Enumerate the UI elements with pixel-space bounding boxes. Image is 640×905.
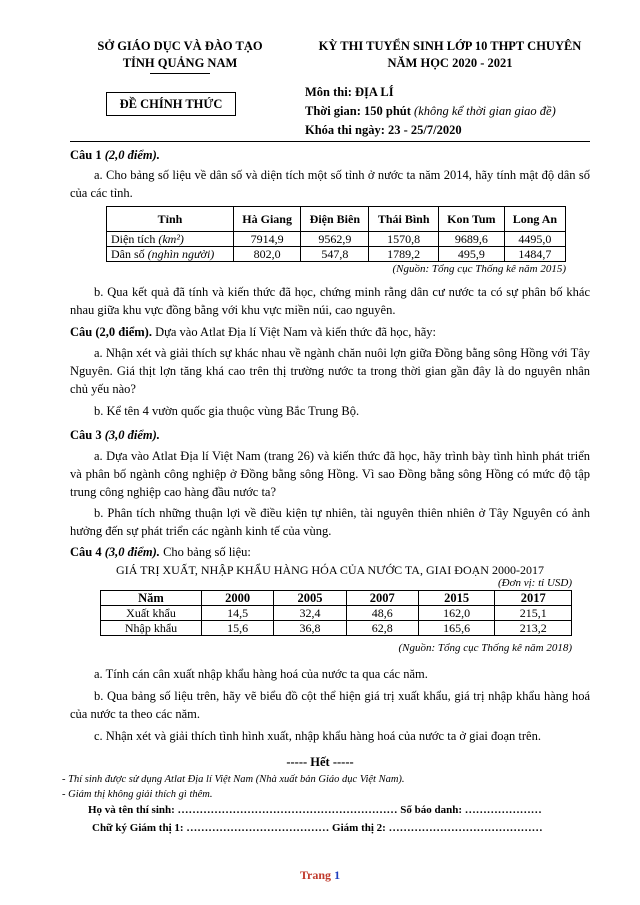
exam-year: NĂM HỌC 2020 - 2021 [387, 56, 513, 70]
table-cell: 1570,8 [369, 232, 439, 247]
official-stamp: ĐỀ CHÍNH THỨC [106, 92, 236, 116]
issuer-department: SỞ GIÁO DỤC VÀ ĐÀO TẠO [97, 39, 263, 53]
exam-subject: Môn thi: ĐỊA LÍ [305, 85, 394, 99]
q4-part-c: c. Nhận xét và giải thích tình hình xuất, nhập khẩu hàng hoá của nước ta ở giai đoạn trên. [94, 729, 541, 743]
trade-source: (Nguồn: Tổng cục Thống kê năm 2018) [398, 642, 572, 654]
table-row [101, 606, 572, 621]
table-cell: 15,6 [202, 621, 274, 636]
table-cell: 802,0 [234, 247, 301, 262]
table-row [107, 232, 566, 247]
table-header-cell: 2017 [495, 591, 572, 606]
issuer-province: TỈNH QUẢNG NAM [122, 56, 238, 70]
table-header-cell: Điện Biên [301, 207, 369, 232]
q4-intro: Cho bảng số liệu: [163, 545, 251, 559]
trade-table-unit: (Đơn vị: tỉ USD) [498, 577, 572, 589]
trade-table-title: GIÁ TRỊ XUẤT, NHẬP KHẨU HÀNG HÓA CỦA NƯỚC TA, GIAI ĐOẠN 2000-2017 [116, 563, 544, 577]
trade-table [100, 590, 572, 636]
q4-part-a: a. Tính cán cân xuất nhập khẩu hàng hoá của nước ta qua các năm. [94, 667, 428, 681]
exam-title-block [300, 38, 600, 72]
q2-intro: Dựa vào Atlat Địa lí Việt Nam và kiến thức đã học, hãy: [155, 325, 436, 339]
issuer-underline [150, 73, 210, 74]
population-source: (Nguồn: Tổng cục Thống kê năm 2015) [392, 263, 566, 275]
table-header-cell: Năm [101, 591, 202, 606]
population-table [106, 206, 566, 262]
header-divider [70, 141, 590, 142]
exam-date: Khóa thi ngày: 23 - 25/7/2020 [305, 123, 462, 137]
q3-heading [70, 426, 590, 444]
table-cell: 162,0 [418, 606, 495, 621]
q4-title: Câu 4 [70, 545, 102, 559]
candidate-info-line: Họ và tên thí sinh: …………………………………………………… Số báo danh: ………………… [88, 804, 542, 816]
q1-part-a: a. Cho bảng số liệu về dân số và diện tích một số tỉnh ở nước ta năm 2014, hãy tính mật độ dân số của các tỉnh. [70, 168, 590, 200]
exam-time-note: (không kể thời gian giao đề) [414, 104, 556, 118]
table-cell: 4495,0 [504, 232, 565, 247]
table-header-cell: Thái Bình [369, 207, 439, 232]
table-cell: 213,2 [495, 621, 572, 636]
q3-title: Câu 3 [70, 428, 102, 442]
page-label: Trang [299, 868, 332, 882]
q2-part-a: a. Nhận xét và giải thích sự khác nhau về ngành chăn nuôi lợn giữa Đồng bằng sông Hồng với Tây Nguyên. Giá thịt lợn tăng khá cao trên thị trường nước ta trong thời gian gần đây là do nguyên nhân chủ yếu nào? [70, 346, 590, 396]
trade-table-header [101, 591, 572, 606]
end-marker: ----- Hết ----- [286, 755, 354, 769]
table-header-cell: 2000 [202, 591, 274, 606]
table-cell: 9562,9 [301, 232, 369, 247]
page-number-value: 1 [334, 868, 341, 882]
table-cell: 36,8 [274, 621, 346, 636]
row-label: Diện tích (km²) [107, 232, 234, 247]
table-cell: 215,1 [495, 606, 572, 621]
table-cell: 495,9 [438, 247, 504, 262]
row-label: Dân số (nghìn người) [107, 247, 234, 262]
table-header-cell: 2007 [346, 591, 418, 606]
table-cell: 9689,6 [438, 232, 504, 247]
table-cell: 32,4 [274, 606, 346, 621]
q3-part-a: a. Dựa vào Atlat Địa lí Việt Nam (trang 26) và kiến thức đã học, hãy trình bày tình hình phát triển và phân bố ngành công nghiệp ở Đồng bằng sông Hồng. Vì sao Đồng bằng sông Hồng có mức độ tập trung công nghiệp cao hàng đầu nước ta? [70, 449, 590, 499]
table-cell: 7914,9 [234, 232, 301, 247]
proctor-signature-line: Chữ ký Giám thị 1: ………………………………… Giám thị 2: …………………………………… [92, 822, 543, 834]
table-row [107, 247, 566, 262]
q4-heading [70, 543, 590, 561]
q3-part-b: b. Phân tích những thuận lợi về điều kiện tự nhiên, tài nguyên thiên nhiên ở Tây Nguyên có ảnh hưởng đến sự phát triển các ngành kinh tế của vùng. [70, 506, 590, 538]
issuer-block [70, 38, 290, 74]
q2-part-b: b. Kể tên 4 vườn quốc gia thuộc vùng Bắc Trung Bộ. [94, 404, 360, 418]
exam-time-label: Thời gian: 150 phút [305, 104, 411, 118]
q3-points: (3,0 điểm). [104, 428, 160, 442]
note-atlas: - Thí sinh được sử dụng Atlat Địa lí Việt Nam (Nhà xuất bản Giáo dục Việt Nam). [62, 774, 405, 785]
table-cell: 547,8 [301, 247, 369, 262]
row-label: Nhập khẩu [101, 621, 202, 636]
table-header-cell: Long An [504, 207, 565, 232]
q1-title: Câu 1 [70, 148, 102, 162]
table-cell: 1484,7 [504, 247, 565, 262]
page-number [0, 868, 640, 883]
table-row [101, 621, 572, 636]
population-table-header [107, 207, 566, 232]
table-cell: 48,6 [346, 606, 418, 621]
q1-points: (2,0 điểm). [104, 148, 160, 162]
note-proctor: - Giám thị không giải thích gì thêm. [62, 789, 213, 800]
q1-heading [70, 146, 590, 164]
table-header-cell: 2005 [274, 591, 346, 606]
exam-time [305, 102, 556, 121]
q1-part-b: b. Qua kết quả đã tính và kiến thức đã học, chứng minh rằng dân cư nước ta có sự phân bố khác nhau giữa khu vực đồng bằng với khu vực miền núi, cao nguyên. [70, 285, 590, 317]
q2-heading [70, 323, 590, 341]
q2-title: Câu (2,0 điểm). [70, 325, 152, 339]
table-cell: 165,6 [418, 621, 495, 636]
table-header-cell: Kon Tum [438, 207, 504, 232]
table-header-cell: Tỉnh [107, 207, 234, 232]
table-cell: 14,5 [202, 606, 274, 621]
row-label: Xuất khẩu [101, 606, 202, 621]
exam-title: KỲ THI TUYỂN SINH LỚP 10 THPT CHUYÊN [318, 39, 582, 53]
q4-points: (3,0 điểm). [104, 545, 160, 559]
table-header-cell: 2015 [418, 591, 495, 606]
exam-info [305, 83, 556, 140]
table-cell: 1789,2 [369, 247, 439, 262]
q4-part-b: b. Qua bảng số liệu trên, hãy vẽ biểu đồ cột thể hiện giá trị xuất khẩu, giá trị nhập khẩu hàng hoá của nước ta theo các năm. [70, 689, 590, 721]
table-header-cell: Hà Giang [234, 207, 301, 232]
table-cell: 62,8 [346, 621, 418, 636]
